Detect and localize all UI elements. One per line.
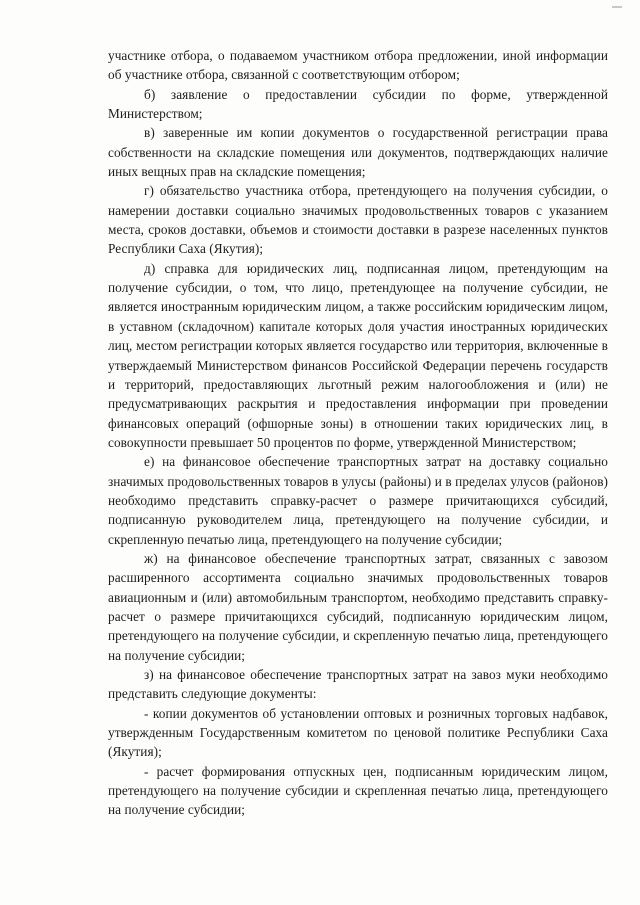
paragraph-item-b: б) заявление о предоставлении субсидии по форме, утвержденной Министерством; <box>108 86 608 122</box>
paragraph-subitem-copies: - копии документов об установлении оптовых и розничных торговых надбавок, утвержденным Государственным комитетом по ценовой политике Республики Саха (Якутия); <box>108 705 608 760</box>
paragraph-item-zh: ж) на финансовое обеспечение транспортных затрат, связанных с завозом расширенного ассортимента социально значимых продовольственных товаров авиационным и (или) автомобильным транспортом, необходимо представить справку-расчет о размере причитающихся субсидий, подписанную юридическим лицом, претендующего на получение субсидии, и скрепленную печатью лица, претендующего на получение субсидии; <box>108 550 608 663</box>
scan-artifact <box>612 6 622 8</box>
paragraph-subitem-price-calc: - расчет формирования отпускных цен, подписанным юридическим лицом, претендующего на получение субсидии и скрепленная печатью лица, претендующего на получение субсидии; <box>108 763 608 818</box>
paragraph-item-e: е) на финансовое обеспечение транспортных затрат на доставку социально значимых продовольственных товаров в улусы (районы) и в пределах улусов (районов) необходимо представить справку-расчет о размере причитающихся субсидий, подписанную руководителем лица, претендующего на получение субсидии, и скрепленную печатью лица, претендующего на получение субсидии; <box>108 454 608 547</box>
paragraph-continuation: участнике отбора, о подаваемом участником отбора предложении, иной информации об участнике отбора, связанной с соответствующим отбором; <box>108 48 608 83</box>
paragraph-item-g: г) обязательство участника отбора, претендующего на получения субсидии, о намерении доставки социально значимых продовольственных товаров с указанием места, сроков доставки, объемов и стоимости доставки в разрезе населенных пунктов Республики Саха (Якутия); <box>108 183 608 257</box>
paragraph-item-d: д) справка для юридических лиц, подписанная лицом, претендующим на получение субсидии, о том, что лицо, претендующее на получение субсидии, не является иностранным юридическим лицом, а также российским юридическим лицом, в уставном (складочном) капитале которых доля участия иностранных юридических лиц, местом регистрации которых является государство или территория, включенные в утверждаемый Министерством финансов Российской Федерации перечень государств и территорий, предоставляющих льготный режим налогообложения и (или) не предусматривающих раскрытия и предоставления информации при проведении финансовых операций (офшорные зоны) в отношении таких юридических лиц, в совокупности превышает 50 процентов по форме, утвержденной Министерством; <box>108 260 608 450</box>
paragraph-item-z: з) на финансовое обеспечение транспортных затрат на завоз муки необходимо представить следующие документы: <box>108 667 608 702</box>
paragraph-item-v: в) заверенные им копии документов о государственной регистрации права собственности на складские помещения или документов, подтверждающих наличие иных вещных прав на складские помещения; <box>108 125 608 180</box>
document-body <box>108 46 608 820</box>
